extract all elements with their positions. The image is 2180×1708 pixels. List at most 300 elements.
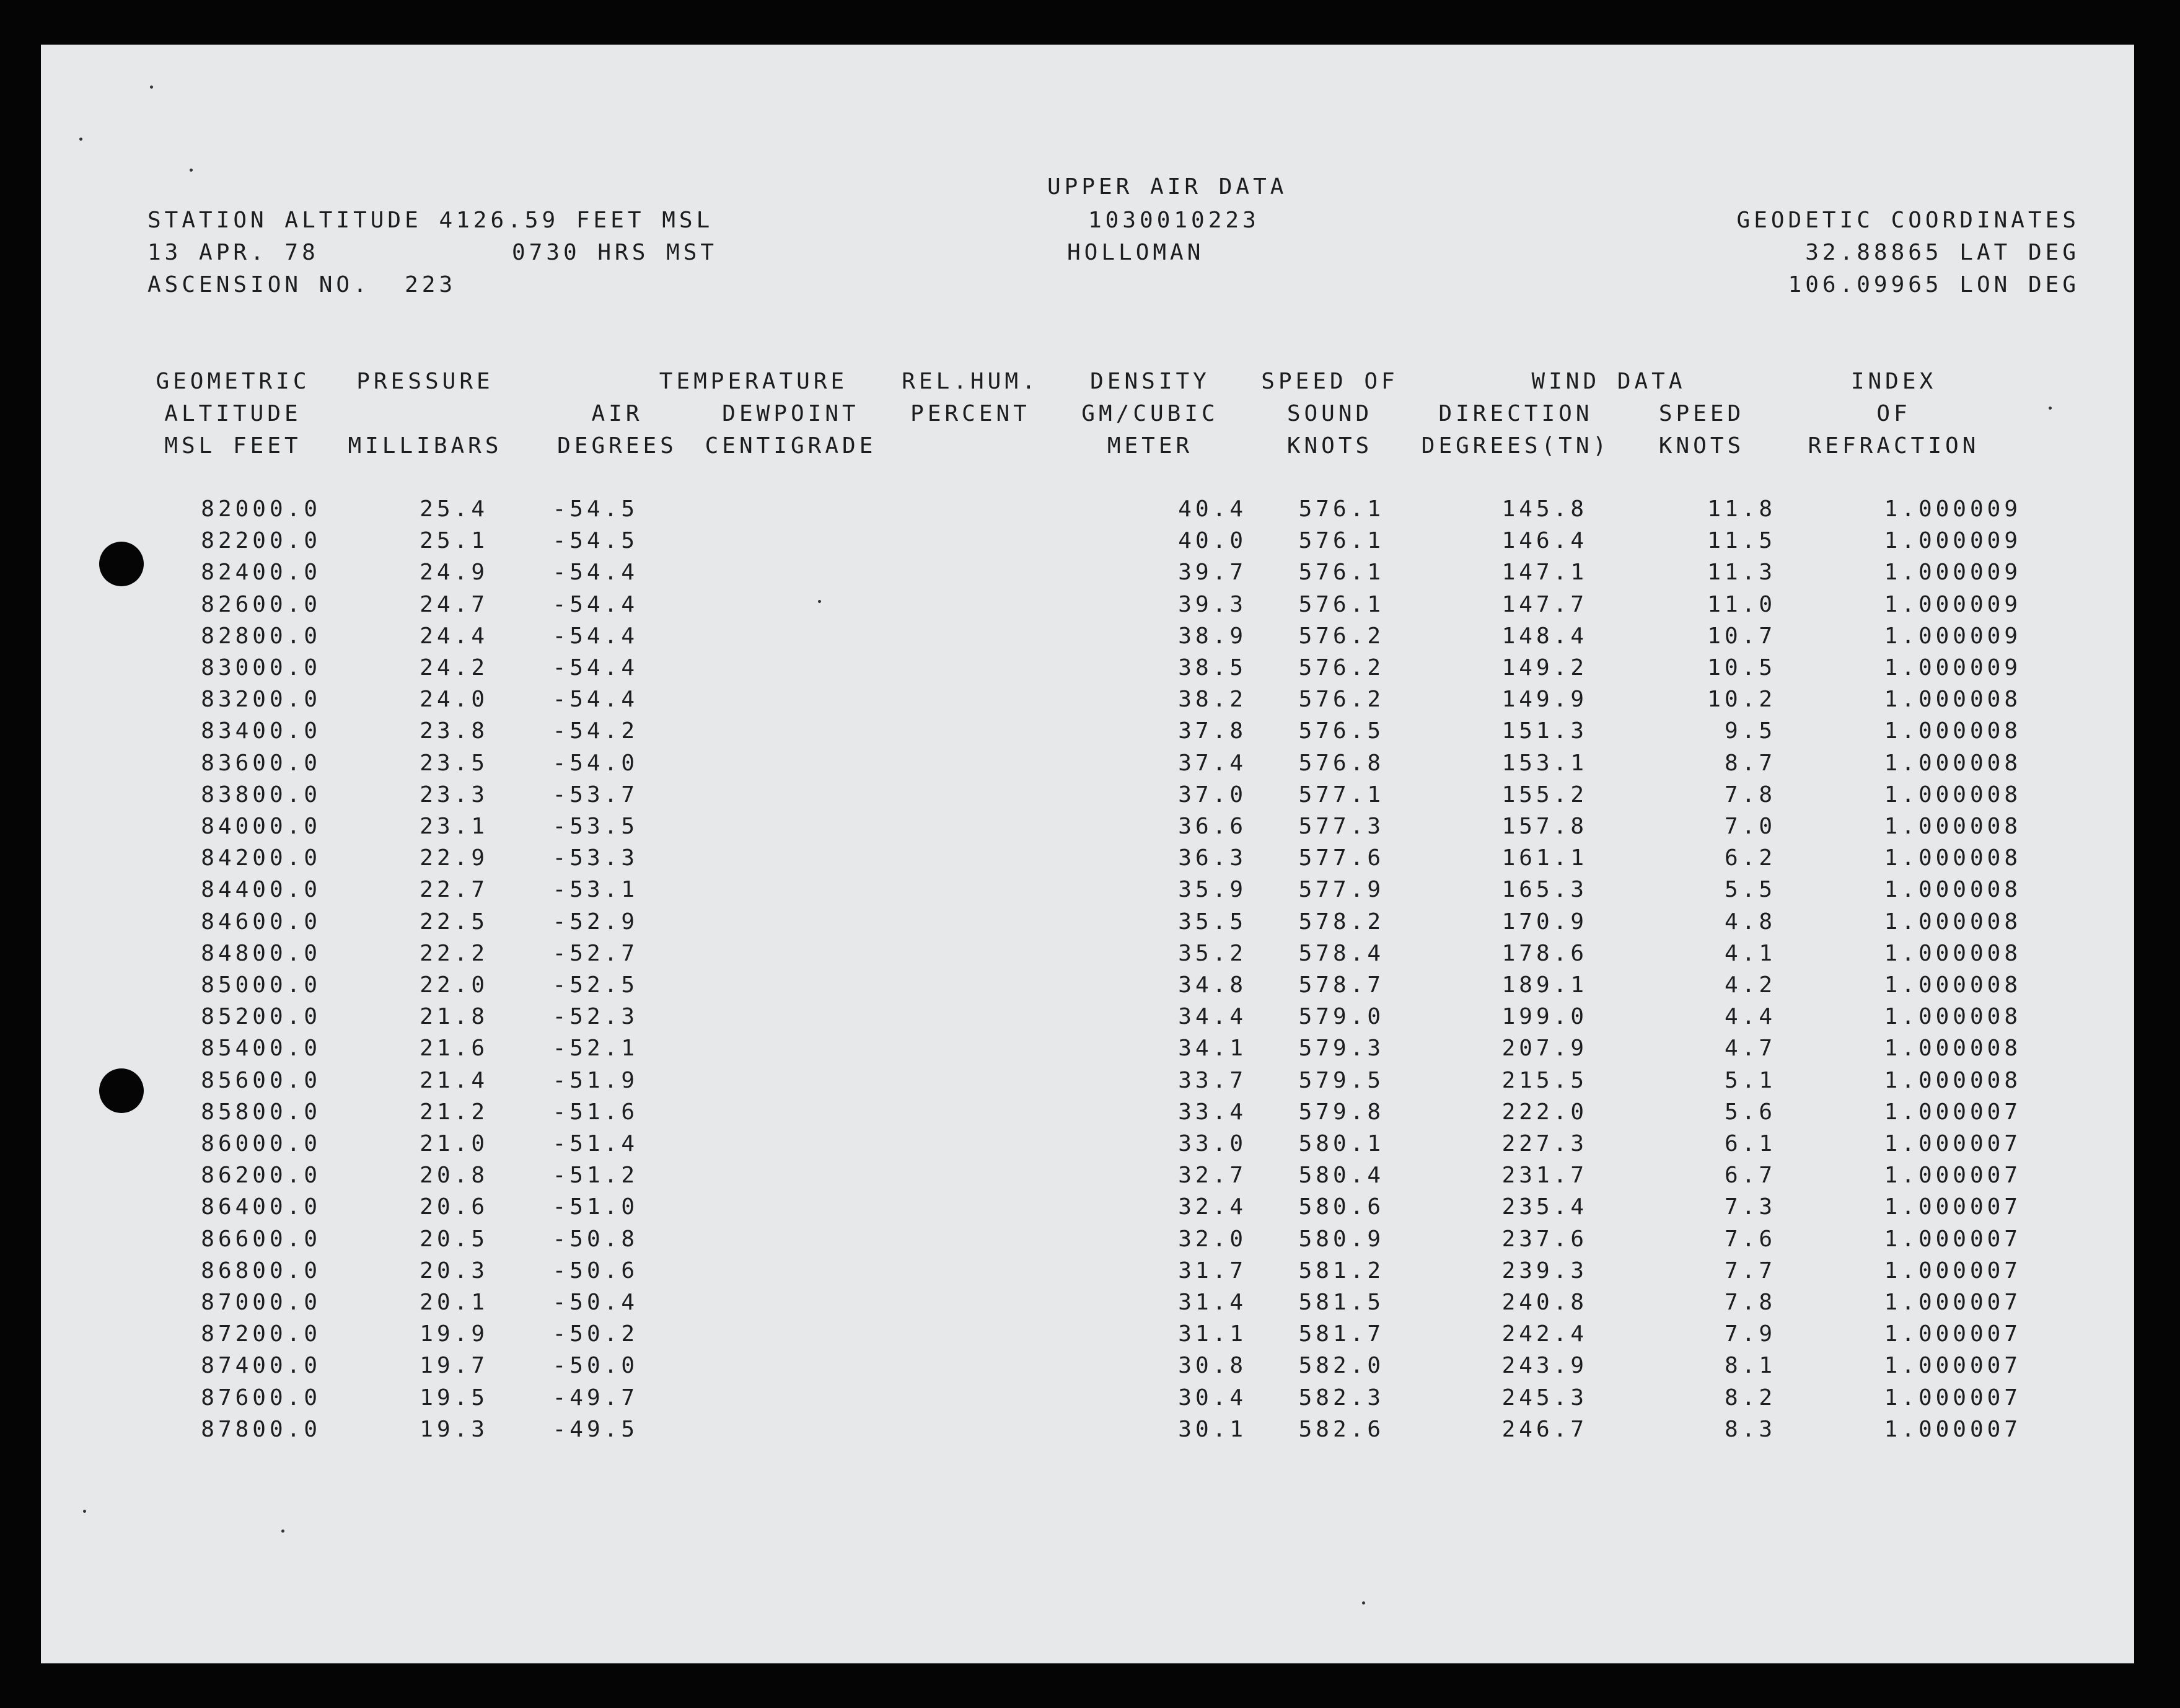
wind-speed-cell: 5.5 <box>1724 877 1776 903</box>
wind-speed-cell: 6.1 <box>1724 1131 1776 1156</box>
col-density-3: METER <box>1107 433 1193 459</box>
air-temp-cell: -54.4 <box>552 687 638 713</box>
speck <box>83 1510 86 1513</box>
pressure-cell: 25.1 <box>420 528 488 554</box>
wind-speed-cell: 7.9 <box>1724 1321 1776 1347</box>
refraction-cell: 1.000008 <box>1884 877 2021 903</box>
col-direction-1: DIRECTION <box>1438 401 1593 426</box>
density-cell: 35.5 <box>1178 909 1247 935</box>
density-cell: 37.4 <box>1178 750 1247 776</box>
wind-direction-cell: 147.1 <box>1501 560 1588 586</box>
altitude-cell: 84800.0 <box>201 940 321 966</box>
pressure-cell: 19.7 <box>420 1353 488 1379</box>
wind-direction-cell: 227.3 <box>1501 1131 1588 1156</box>
air-temp-cell: -50.8 <box>552 1226 638 1252</box>
sound-speed-cell: 576.2 <box>1298 655 1384 680</box>
pressure-cell: 23.8 <box>420 718 488 744</box>
air-temp-cell: -50.0 <box>552 1353 638 1379</box>
altitude-cell: 86400.0 <box>201 1194 321 1220</box>
altitude-cell: 85400.0 <box>201 1036 321 1062</box>
air-temp-cell: -51.0 <box>552 1194 638 1220</box>
col-index-3: REFRACTION <box>1808 433 1980 459</box>
sound-speed-cell: 576.1 <box>1298 528 1384 554</box>
col-air-2: DEGREES <box>557 433 677 459</box>
col-pressure-2: MILLIBARS <box>348 433 503 459</box>
altitude-cell: 87400.0 <box>201 1353 321 1379</box>
altitude-cell: 86800.0 <box>201 1257 321 1283</box>
air-temp-cell: -53.3 <box>552 845 638 871</box>
col-relhum-1: REL.HUM. <box>902 369 1039 394</box>
table-row <box>41 591 2134 626</box>
table-row <box>41 974 2134 1006</box>
col-pressure-1: PRESSURE <box>356 369 494 394</box>
density-cell: 35.2 <box>1178 940 1247 966</box>
col-speed-1: SPEED <box>1658 401 1745 426</box>
density-cell: 40.4 <box>1178 496 1247 522</box>
sound-speed-cell: 576.1 <box>1298 496 1384 522</box>
air-temp-cell: -51.2 <box>552 1163 638 1189</box>
table-row <box>41 940 2134 975</box>
altitude-cell: 86000.0 <box>201 1131 321 1156</box>
sound-speed-cell: 582.0 <box>1298 1353 1384 1379</box>
air-temp-cell: -54.4 <box>552 591 638 617</box>
pressure-cell: 23.3 <box>420 781 488 808</box>
pressure-cell: 22.0 <box>420 972 488 998</box>
sound-speed-cell: 581.2 <box>1298 1257 1384 1283</box>
speck <box>2049 407 2052 410</box>
sound-speed-cell: 580.6 <box>1298 1194 1384 1220</box>
table-row <box>41 847 2134 879</box>
col-index-1: INDEX <box>1850 369 1937 394</box>
pressure-cell: 24.2 <box>420 655 488 680</box>
pressure-cell: 19.3 <box>420 1416 488 1442</box>
pressure-cell: 22.5 <box>420 909 488 935</box>
station-altitude: STATION ALTITUDE 4126.59 FEET MSL <box>147 208 714 233</box>
wind-speed-cell: 6.7 <box>1724 1163 1776 1189</box>
air-temp-cell: -54.4 <box>552 560 638 586</box>
sound-speed-cell: 582.6 <box>1298 1416 1384 1442</box>
wind-speed-cell: 11.0 <box>1707 591 1776 617</box>
refraction-cell: 1.000007 <box>1884 1321 2021 1347</box>
altitude-cell: 82600.0 <box>201 591 321 617</box>
wind-speed-cell: 7.6 <box>1724 1226 1776 1252</box>
pressure-cell: 21.0 <box>420 1131 488 1156</box>
site-name: HOLLOMAN <box>1067 240 1205 265</box>
wind-speed-cell: 7.7 <box>1724 1257 1776 1283</box>
wind-direction-cell: 246.7 <box>1501 1416 1588 1442</box>
density-cell: 31.4 <box>1178 1290 1247 1315</box>
altitude-cell: 86600.0 <box>201 1226 321 1252</box>
density-cell: 34.1 <box>1178 1036 1247 1062</box>
pressure-cell: 20.3 <box>420 1257 488 1283</box>
refraction-cell: 1.000009 <box>1884 655 2021 680</box>
binder-hole-bottom <box>99 1068 144 1113</box>
table-row <box>41 1196 2134 1228</box>
wind-speed-cell: 10.7 <box>1707 623 1776 649</box>
air-temp-cell: -54.5 <box>552 496 638 522</box>
report-code: 1030010223 <box>1088 208 1260 233</box>
col-density-2: GM/CUBIC <box>1081 401 1219 426</box>
density-cell: 30.1 <box>1178 1416 1247 1442</box>
altitude-cell: 85000.0 <box>201 972 321 998</box>
wind-direction-cell: 237.6 <box>1501 1226 1588 1252</box>
altitude-cell: 84000.0 <box>201 814 321 839</box>
density-cell: 33.4 <box>1178 1099 1247 1125</box>
data-sheet <box>41 45 2134 1663</box>
wind-speed-cell: 4.4 <box>1724 1004 1776 1030</box>
table-row <box>41 530 2134 562</box>
density-cell: 34.4 <box>1178 1004 1247 1030</box>
air-temp-cell: -52.7 <box>552 940 638 966</box>
wind-speed-cell: 8.7 <box>1724 750 1776 776</box>
altitude-cell: 85800.0 <box>201 1099 321 1125</box>
wind-speed-cell: 4.2 <box>1724 972 1776 998</box>
table-row <box>41 625 2134 658</box>
col-index-2: OF <box>1876 401 1911 426</box>
sound-speed-cell: 576.2 <box>1298 623 1384 649</box>
density-cell: 38.5 <box>1178 655 1247 680</box>
speck <box>150 86 153 89</box>
wind-direction-cell: 222.0 <box>1501 1099 1588 1125</box>
wind-direction-cell: 146.4 <box>1501 528 1588 554</box>
refraction-cell: 1.000009 <box>1884 496 2021 522</box>
sound-speed-cell: 576.1 <box>1298 591 1384 617</box>
wind-direction-cell: 149.9 <box>1501 687 1588 713</box>
speck <box>818 600 821 603</box>
wind-speed-cell: 4.7 <box>1724 1036 1776 1062</box>
table-row <box>41 1133 2134 1165</box>
altitude-cell: 86200.0 <box>201 1163 321 1189</box>
density-cell: 32.7 <box>1178 1163 1247 1189</box>
altitude-cell: 82400.0 <box>201 560 321 586</box>
table-row <box>41 752 2134 785</box>
wind-direction-cell: 147.7 <box>1501 591 1588 617</box>
wind-speed-cell: 6.2 <box>1724 845 1776 871</box>
altitude-cell: 82800.0 <box>201 623 321 649</box>
wind-direction-cell: 165.3 <box>1501 877 1588 903</box>
table-row <box>41 720 2134 752</box>
pressure-cell: 21.6 <box>420 1036 488 1062</box>
wind-direction-cell: 215.5 <box>1501 1067 1588 1093</box>
pressure-cell: 22.7 <box>420 877 488 903</box>
air-temp-cell: -51.9 <box>552 1067 638 1093</box>
pressure-cell: 24.9 <box>420 560 488 586</box>
altitude-cell: 87600.0 <box>201 1384 321 1411</box>
table-row <box>41 1257 2134 1292</box>
pressure-cell: 22.2 <box>420 940 488 966</box>
pressure-cell: 20.5 <box>420 1226 488 1252</box>
sound-speed-cell: 577.3 <box>1298 814 1384 839</box>
pressure-cell: 21.2 <box>420 1099 488 1125</box>
refraction-cell: 1.000008 <box>1884 845 2021 871</box>
sound-speed-cell: 576.5 <box>1298 718 1384 744</box>
ascension-number: ASCENSION NO. 223 <box>147 272 457 297</box>
latitude: 32.88865 LAT DEG <box>1805 240 2080 265</box>
sound-speed-cell: 580.1 <box>1298 1131 1384 1156</box>
air-temp-cell: -50.2 <box>552 1321 638 1347</box>
refraction-cell: 1.000008 <box>1884 718 2021 744</box>
col-wind: WIND DATA <box>1531 369 1686 394</box>
pressure-cell: 21.4 <box>420 1067 488 1093</box>
air-temp-cell: -50.6 <box>552 1257 638 1283</box>
air-temp-cell: -54.0 <box>552 750 638 776</box>
refraction-cell: 1.000008 <box>1884 687 2021 713</box>
refraction-cell: 1.000007 <box>1884 1290 2021 1315</box>
wind-direction-cell: 161.1 <box>1501 845 1588 871</box>
col-geometric-2: ALTITUDE <box>164 401 302 426</box>
altitude-cell: 87800.0 <box>201 1416 321 1442</box>
wind-direction-cell: 157.8 <box>1501 814 1588 839</box>
refraction-cell: 1.000008 <box>1884 1004 2021 1030</box>
refraction-cell: 1.000009 <box>1884 560 2021 586</box>
wind-speed-cell: 4.8 <box>1724 909 1776 935</box>
density-cell: 31.1 <box>1178 1321 1247 1347</box>
speck <box>1362 1601 1365 1605</box>
wind-direction-cell: 145.8 <box>1501 496 1588 522</box>
density-cell: 37.8 <box>1178 718 1247 744</box>
altitude-cell: 84400.0 <box>201 877 321 903</box>
altitude-cell: 82000.0 <box>201 496 321 522</box>
air-temp-cell: -50.4 <box>552 1290 638 1315</box>
refraction-cell: 1.000007 <box>1884 1226 2021 1252</box>
wind-speed-cell: 11.3 <box>1707 560 1776 586</box>
sound-speed-cell: 579.3 <box>1298 1036 1384 1062</box>
sound-speed-cell: 578.2 <box>1298 909 1384 935</box>
wind-speed-cell: 11.8 <box>1707 496 1776 522</box>
table-row <box>41 1292 2134 1324</box>
wind-speed-cell: 10.5 <box>1707 655 1776 680</box>
wind-direction-cell: 155.2 <box>1501 781 1588 808</box>
table-row <box>41 561 2134 594</box>
wind-direction-cell: 242.4 <box>1501 1321 1588 1347</box>
air-temp-cell: -49.7 <box>552 1384 638 1411</box>
sound-speed-cell: 582.3 <box>1298 1384 1384 1411</box>
col-speed-2: KNOTS <box>1658 433 1745 459</box>
density-cell: 32.4 <box>1178 1194 1247 1220</box>
wind-direction-cell: 189.1 <box>1501 972 1588 998</box>
density-cell: 33.0 <box>1178 1131 1247 1156</box>
density-cell: 30.4 <box>1178 1384 1247 1411</box>
sound-speed-cell: 579.8 <box>1298 1099 1384 1125</box>
wind-direction-cell: 148.4 <box>1501 623 1588 649</box>
pressure-cell: 19.5 <box>420 1384 488 1411</box>
col-temperature: TEMPERATURE <box>659 369 848 394</box>
sound-speed-cell: 576.1 <box>1298 560 1384 586</box>
altitude-cell: 83200.0 <box>201 687 321 713</box>
wind-direction-cell: 239.3 <box>1501 1257 1588 1283</box>
table-row <box>41 1101 2134 1134</box>
wind-direction-cell: 243.9 <box>1501 1353 1588 1379</box>
density-cell: 39.3 <box>1178 591 1247 617</box>
pressure-cell: 24.0 <box>420 687 488 713</box>
refraction-cell: 1.000008 <box>1884 972 2021 998</box>
altitude-cell: 83800.0 <box>201 781 321 808</box>
air-temp-cell: -54.5 <box>552 528 638 554</box>
sound-speed-cell: 577.1 <box>1298 781 1384 808</box>
geodetic-label: GEODETIC COORDINATES <box>1736 208 2080 233</box>
altitude-cell: 82200.0 <box>201 528 321 554</box>
altitude-cell: 87200.0 <box>201 1321 321 1347</box>
refraction-cell: 1.000008 <box>1884 940 2021 966</box>
wind-direction-cell: 245.3 <box>1501 1384 1588 1411</box>
altitude-cell: 85200.0 <box>201 1004 321 1030</box>
col-geometric-3: MSL FEET <box>164 433 302 459</box>
col-dewpoint-2: CENTIGRADE <box>705 433 877 459</box>
density-cell: 30.8 <box>1178 1353 1247 1379</box>
altitude-cell: 85600.0 <box>201 1067 321 1093</box>
pressure-cell: 20.8 <box>420 1163 488 1189</box>
launch-time: 0730 HRS MST <box>512 240 718 265</box>
wind-speed-cell: 8.2 <box>1724 1384 1776 1411</box>
wind-direction-cell: 151.3 <box>1501 718 1588 744</box>
refraction-cell: 1.000007 <box>1884 1257 2021 1283</box>
density-cell: 35.9 <box>1178 877 1247 903</box>
density-cell: 32.0 <box>1178 1226 1247 1252</box>
air-temp-cell: -52.5 <box>552 972 638 998</box>
table-row <box>41 879 2134 911</box>
wind-speed-cell: 5.6 <box>1724 1099 1776 1125</box>
col-sound-2: SOUND <box>1286 401 1373 426</box>
speck <box>79 138 82 141</box>
col-density-1: DENSITY <box>1090 369 1210 394</box>
table-row <box>41 1384 2134 1419</box>
pressure-cell: 24.7 <box>420 591 488 617</box>
air-temp-cell: -54.2 <box>552 718 638 744</box>
sound-speed-cell: 580.4 <box>1298 1163 1384 1189</box>
pressure-cell: 19.9 <box>420 1321 488 1347</box>
wind-direction-cell: 231.7 <box>1501 1163 1588 1189</box>
density-cell: 37.0 <box>1178 781 1247 808</box>
table-row <box>41 1067 2134 1102</box>
refraction-cell: 1.000007 <box>1884 1131 2021 1156</box>
wind-speed-cell: 7.8 <box>1724 1290 1776 1315</box>
pressure-cell: 25.4 <box>420 496 488 522</box>
air-temp-cell: -51.4 <box>552 1131 638 1156</box>
wind-speed-cell: 8.3 <box>1724 1416 1776 1442</box>
refraction-cell: 1.000007 <box>1884 1099 2021 1125</box>
density-cell: 36.3 <box>1178 845 1247 871</box>
refraction-cell: 1.000007 <box>1884 1194 2021 1220</box>
refraction-cell: 1.000008 <box>1884 750 2021 776</box>
altitude-cell: 83600.0 <box>201 750 321 776</box>
sound-speed-cell: 581.7 <box>1298 1321 1384 1347</box>
col-direction-2: DEGREES(TN) <box>1421 433 1611 459</box>
air-temp-cell: -53.5 <box>552 814 638 839</box>
sound-speed-cell: 579.5 <box>1298 1067 1384 1093</box>
table-row <box>41 657 2134 689</box>
pressure-cell: 24.4 <box>420 623 488 649</box>
table-row <box>41 1323 2134 1355</box>
density-cell: 33.7 <box>1178 1067 1247 1093</box>
refraction-cell: 1.000008 <box>1884 1036 2021 1062</box>
altitude-cell: 87000.0 <box>201 1290 321 1315</box>
table-row <box>41 1164 2134 1197</box>
density-cell: 39.7 <box>1178 560 1247 586</box>
density-cell: 36.6 <box>1178 814 1247 839</box>
binder-hole-top <box>99 542 144 586</box>
refraction-cell: 1.000009 <box>1884 528 2021 554</box>
wind-speed-cell: 7.8 <box>1724 781 1776 808</box>
sound-speed-cell: 580.9 <box>1298 1226 1384 1252</box>
refraction-cell: 1.000009 <box>1884 591 2021 617</box>
altitude-cell: 83000.0 <box>201 655 321 680</box>
longitude: 106.09965 LON DEG <box>1788 272 2080 297</box>
table-row <box>41 1037 2134 1070</box>
pressure-cell: 23.5 <box>420 750 488 776</box>
pressure-cell: 20.6 <box>420 1194 488 1220</box>
pressure-cell: 22.9 <box>420 845 488 871</box>
refraction-cell: 1.000008 <box>1884 1067 2021 1093</box>
density-cell: 38.2 <box>1178 687 1247 713</box>
altitude-cell: 84600.0 <box>201 909 321 935</box>
wind-speed-cell: 8.1 <box>1724 1353 1776 1379</box>
wind-direction-cell: 149.2 <box>1501 655 1588 680</box>
speck <box>190 169 193 172</box>
col-relhum-2: PERCENT <box>910 401 1031 426</box>
table-row <box>41 498 2134 530</box>
wind-direction-cell: 170.9 <box>1501 909 1588 935</box>
table-row <box>41 1006 2134 1038</box>
air-temp-cell: -53.7 <box>552 781 638 808</box>
refraction-cell: 1.000008 <box>1884 909 2021 935</box>
wind-speed-cell: 9.5 <box>1724 718 1776 744</box>
col-sound-1: SPEED OF <box>1261 369 1399 394</box>
table-row <box>41 1416 2134 1451</box>
density-cell: 40.0 <box>1178 528 1247 554</box>
wind-speed-cell: 7.3 <box>1724 1194 1776 1220</box>
table-row <box>41 781 2134 816</box>
wind-speed-cell: 4.1 <box>1724 940 1776 966</box>
refraction-cell: 1.000007 <box>1884 1384 2021 1411</box>
wind-direction-cell: 153.1 <box>1501 750 1588 776</box>
launch-date: 13 APR. 78 <box>147 240 319 265</box>
wind-direction-cell: 235.4 <box>1501 1194 1588 1220</box>
wind-speed-cell: 5.1 <box>1724 1067 1776 1093</box>
altitude-cell: 84200.0 <box>201 845 321 871</box>
speck <box>281 1530 284 1533</box>
pressure-cell: 20.1 <box>420 1290 488 1315</box>
air-temp-cell: -53.1 <box>552 877 638 903</box>
air-temp-cell: -49.5 <box>552 1416 638 1442</box>
refraction-cell: 1.000007 <box>1884 1416 2021 1442</box>
pressure-cell: 21.8 <box>420 1004 488 1030</box>
refraction-cell: 1.000007 <box>1884 1353 2021 1379</box>
density-cell: 38.9 <box>1178 623 1247 649</box>
table-row <box>41 911 2134 943</box>
refraction-cell: 1.000008 <box>1884 781 2021 808</box>
density-cell: 34.8 <box>1178 972 1247 998</box>
wind-speed-cell: 7.0 <box>1724 814 1776 839</box>
table-row <box>41 1355 2134 1387</box>
report-title: UPPER AIR DATA <box>1047 174 1288 200</box>
density-cell: 31.7 <box>1178 1257 1247 1283</box>
col-dewpoint-1: DEWPOINT <box>722 401 859 426</box>
sound-speed-cell: 577.6 <box>1298 845 1384 871</box>
wind-direction-cell: 240.8 <box>1501 1290 1588 1315</box>
col-air-1: AIR <box>591 401 643 426</box>
table-row <box>41 816 2134 848</box>
table-row <box>41 1228 2134 1261</box>
wind-direction-cell: 199.0 <box>1501 1004 1588 1030</box>
table-row <box>41 689 2134 721</box>
air-temp-cell: -52.1 <box>552 1036 638 1062</box>
sound-speed-cell: 578.7 <box>1298 972 1384 998</box>
altitude-cell: 83400.0 <box>201 718 321 744</box>
wind-direction-cell: 207.9 <box>1501 1036 1588 1062</box>
col-geometric-1: GEOMETRIC <box>156 369 310 394</box>
refraction-cell: 1.000007 <box>1884 1163 2021 1189</box>
air-temp-cell: -54.4 <box>552 623 638 649</box>
